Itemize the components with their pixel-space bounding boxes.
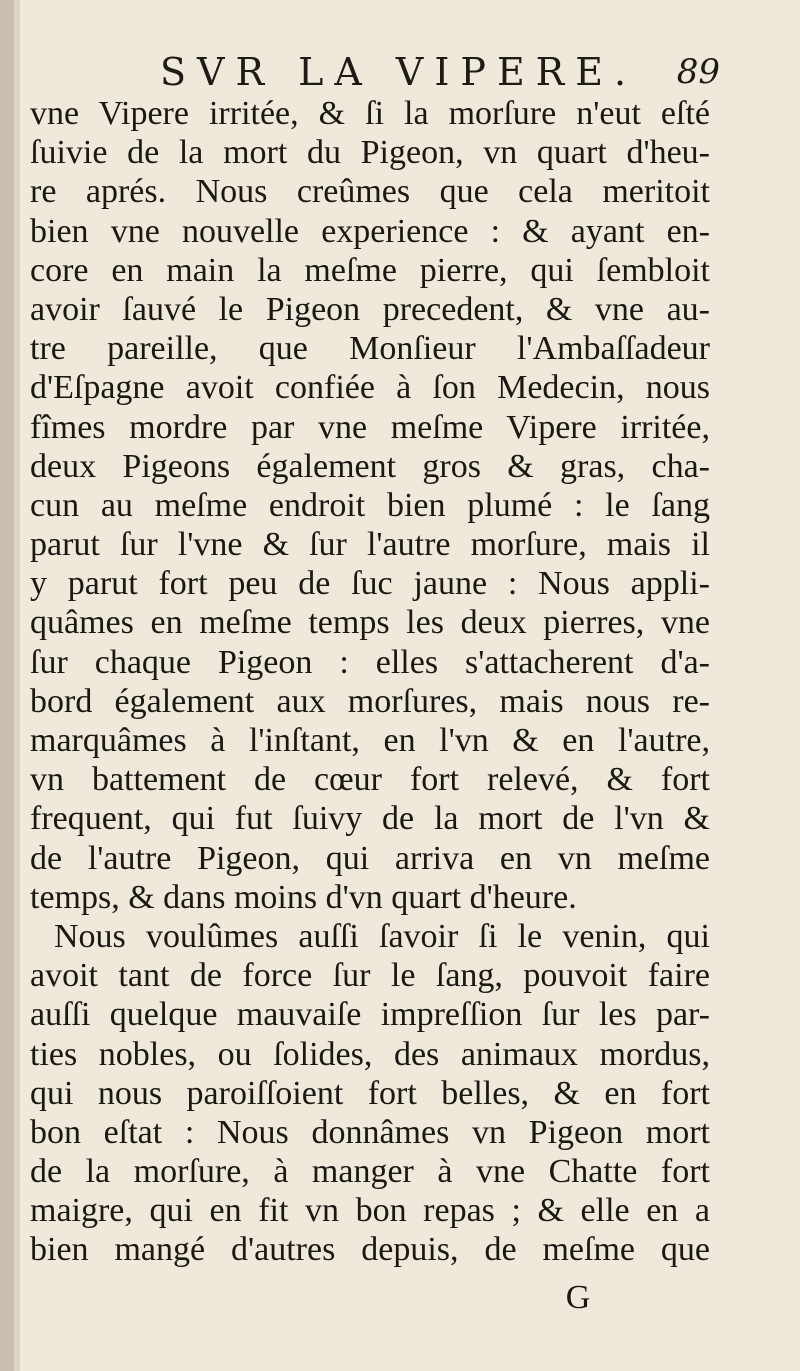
text-line: deux Pigeons également gros & gras, cha- [30,447,710,485]
signature-mark: G [565,1279,591,1316]
text-line: core en main la meſme pierre, qui ſembloit [30,251,710,289]
text-line: bord également aux morſures, mais nous re- [30,682,710,720]
text-line: y parut fort peu de ſuc jaune : Nous appli- [30,565,710,603]
text-line: avoir ſauvé le Pigeon precedent, & vne au- [30,290,710,328]
text-line: temps, & dans moins d'vn quart d'heure. [30,878,577,916]
text-line: ties nobles, ou ſolides, des animaux mordus, [30,1035,710,1073]
text-line: de la morſure, à manger à vne Chatte fort [30,1153,710,1191]
text-line: auſſi quelque mauvaiſe impreſſion ſur les par- [30,996,710,1034]
text-line: marquâmes à l'inſtant, en l'vn & en l'autre, [30,722,710,759]
running-head [0,44,800,100]
running-head-title: SVR LA VIPERE. [160,50,638,94]
text-line: bon eſtat : Nous donnâmes vn Pigeon mort [30,1113,710,1151]
text-line: avoit tant de force ſur le ſang, pouvoit faire [30,957,710,995]
text-line: tre pareille, que Monſieur l'Ambaſſadeur [30,330,710,368]
text-line: vn battement de cœur fort relevé, & fort [30,761,710,799]
body-text [30,94,710,1270]
text-line: re aprés. Nous creûmes que cela meritoit [30,173,710,211]
text-line: bien mangé d'autres depuis, de meſme que [30,1231,710,1269]
text-line: bien vne nouvelle experience : & ayant en- [30,212,710,250]
text-line: de l'autre Pigeon, qui arriva en vn meſme [30,839,710,877]
text-line: d'Eſpagne avoit confiée à ſon Medecin, nous [30,369,710,407]
text-line: frequent, qui fut ſuivy de la mort de l'vn & [30,800,710,838]
text-line: ſuivie de la mort du Pigeon, vn quart d'heu- [30,134,710,172]
text-line: ſur chaque Pigeon : elles s'attacherent d'a- [30,643,710,681]
text-line: vne Vipere irritée, & ſi la morſure n'eut eſté [30,95,710,132]
text-line: quâmes en meſme temps les deux pierres, vne [30,604,710,642]
binding-shadow-inner [14,0,20,1371]
paragraph-first-line: Nous voulûmes auſſi ſavoir ſi le venin, qui [54,917,710,955]
page-number: 89 [676,52,720,92]
text-line: parut ſur l'vne & ſur l'autre morſure, mais il [30,526,710,564]
binding-shadow [0,0,14,1371]
text-line: maigre, qui en fit vn bon repas ; & elle en a [30,1192,710,1230]
text-line: fîmes mordre par vne meſme Vipere irritée, [30,408,710,446]
text-line: cun au meſme endroit bien plumé : le ſang [30,486,710,524]
text-line: qui nous paroiſſoient fort belles, & en fort [30,1074,710,1112]
